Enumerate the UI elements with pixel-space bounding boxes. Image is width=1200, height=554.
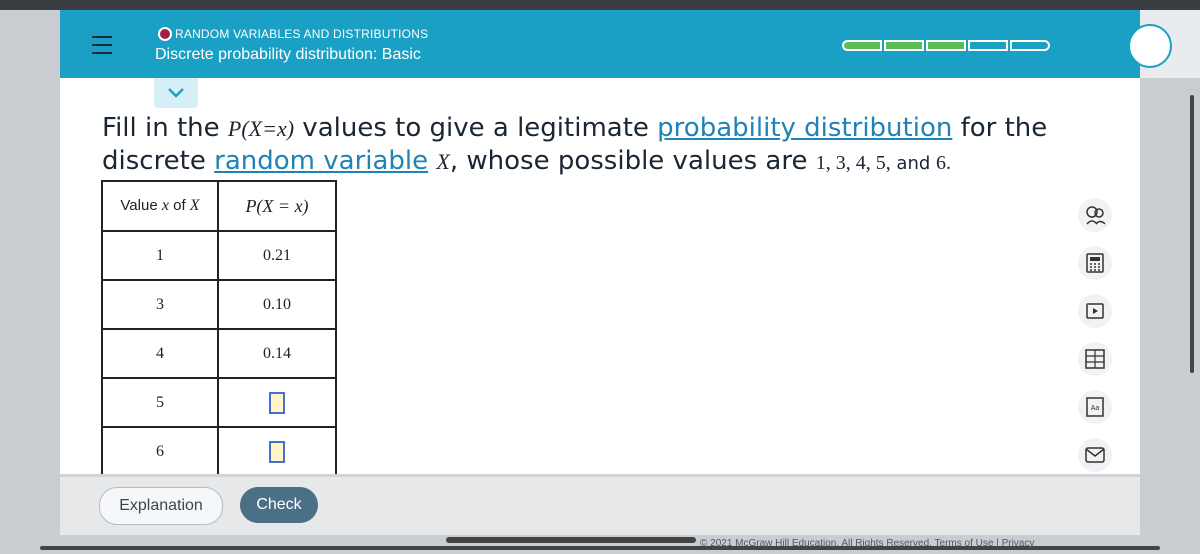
mail-icon[interactable] [1078, 438, 1112, 472]
value-cell: 1 [102, 231, 218, 280]
collapse-chevron-button[interactable] [154, 78, 198, 108]
math-values: 6. [936, 152, 952, 174]
chevron-down-icon [168, 88, 184, 98]
glossary-link-probability-distribution[interactable]: probability distribution [657, 113, 953, 143]
math-values: 1, 3, 4, 5, [815, 152, 891, 174]
probability-cell: 0.21 [218, 231, 336, 280]
video-icon[interactable] [1078, 294, 1112, 328]
question-text [102, 112, 1082, 180]
vertical-scrollbar[interactable] [1190, 95, 1194, 373]
table-row [102, 378, 336, 427]
account-circle-button[interactable] [1128, 24, 1172, 68]
value-cell: 5 [102, 378, 218, 427]
menu-icon[interactable] [92, 36, 112, 54]
probability-cell: 0.14 [218, 329, 336, 378]
grid-table-icon[interactable] [1078, 342, 1112, 376]
math-expression: P(X=x) [227, 116, 295, 141]
table-row [102, 427, 336, 476]
math-variable: x [161, 197, 169, 214]
svg-text:Aa: Aa [1090, 405, 1100, 412]
value-cell: 6 [102, 427, 218, 476]
math-variable: X [436, 149, 450, 174]
topic-title: RANDOM VARIABLES AND DISTRIBUTIONS [175, 27, 429, 41]
math-variable: X [189, 197, 200, 214]
table-row [102, 280, 336, 329]
progress-segment [884, 40, 924, 51]
tool-sidebar [1078, 198, 1112, 472]
probability-cell [218, 427, 336, 476]
value-column-header [102, 181, 218, 231]
horizontal-scrollbar-thumb[interactable] [446, 537, 696, 543]
question-part: for the discrete [102, 113, 1048, 176]
table-row [102, 231, 336, 280]
top-strip [0, 0, 1200, 10]
check-button[interactable]: Check [240, 487, 318, 523]
person-help-icon[interactable] [1078, 198, 1112, 232]
dictionary-icon[interactable] [1078, 390, 1112, 424]
probability-cell: 0.10 [218, 280, 336, 329]
progress-segment [842, 40, 882, 51]
probability-cell [218, 378, 336, 427]
progress-segment [926, 40, 966, 51]
header-text: Value [120, 197, 162, 214]
math-expression: P(X = x) [245, 195, 309, 216]
probability-input-5[interactable] [269, 392, 285, 414]
left-margin [0, 10, 60, 554]
topic-status-icon [158, 27, 172, 41]
calculator-icon[interactable] [1078, 246, 1112, 280]
copyright-text: © 2021 McGraw Hill Education. All Rights Reserved. Terms of Use | Privacy [700, 538, 1035, 549]
value-cell: 3 [102, 280, 218, 329]
progress-segment [968, 40, 1008, 51]
table-row [102, 329, 336, 378]
question-part: Fill in the [102, 113, 228, 143]
distribution-table [101, 180, 337, 477]
glossary-link-random-variable[interactable]: random variable [214, 146, 429, 176]
probability-column-header [218, 181, 336, 231]
question-part: , whose possible values are [449, 146, 816, 176]
subtopic-title: Discrete probability distribution: Basic [155, 46, 421, 63]
value-cell: 4 [102, 329, 218, 378]
progress-segment [1010, 40, 1050, 51]
progress-bar [842, 40, 1050, 51]
probability-input-6[interactable] [269, 441, 285, 463]
question-part: and [890, 153, 937, 174]
question-part: values to give a legitimate [294, 113, 658, 143]
header-text: of [168, 197, 190, 214]
table-header-row [102, 181, 336, 231]
explanation-button[interactable]: Explanation [99, 487, 223, 525]
